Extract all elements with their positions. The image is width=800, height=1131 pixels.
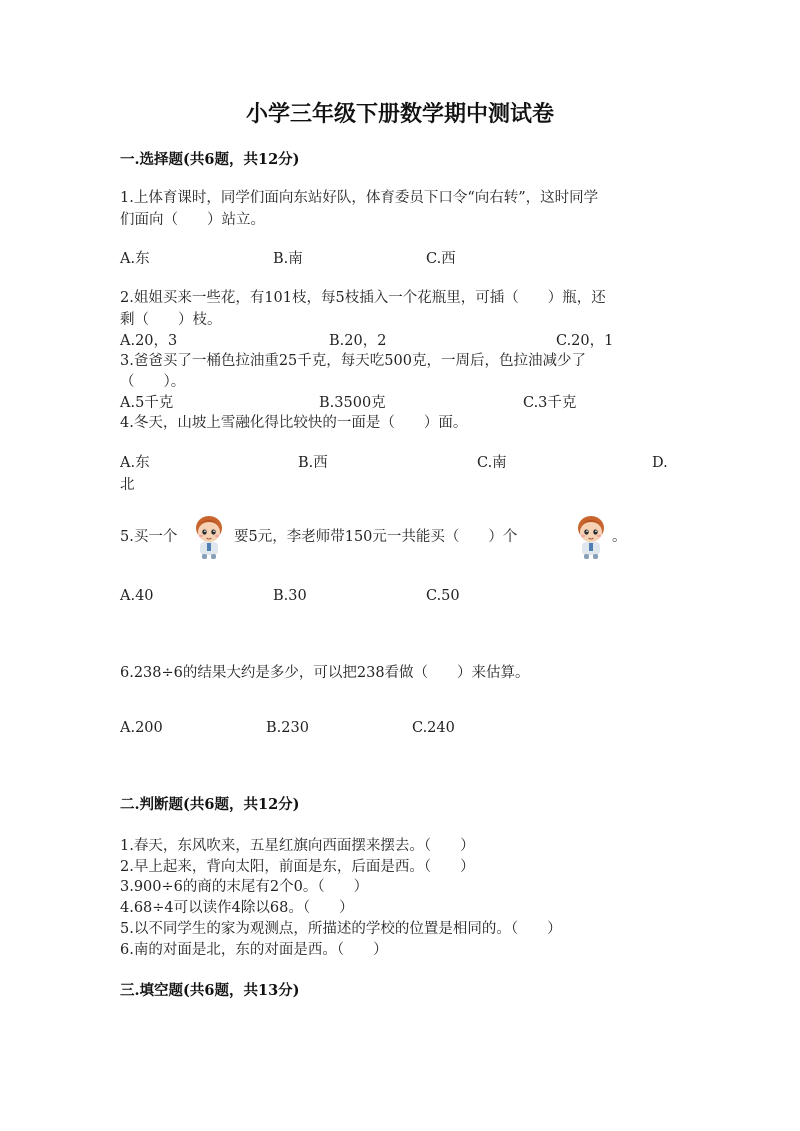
cartoon-boy-icon bbox=[190, 512, 228, 560]
question-6-line-1: 6.238÷6的结果大约是多少，可以把238看做（ ）来估算。 bbox=[120, 665, 530, 681]
question-3-line-2: （ ）。 bbox=[120, 374, 186, 390]
question-5-part-1: 5.买一个 bbox=[120, 529, 178, 545]
judgement-item: 3.900÷6的商的末尾有2个0。（ ） bbox=[120, 879, 369, 895]
question-2-line-2: 剩（ ）枝。 bbox=[120, 312, 222, 328]
question-1-option-b: B.南 bbox=[273, 251, 303, 267]
cartoon-boy-icon bbox=[572, 512, 610, 560]
question-3-line-1: 3.爸爸买了一桶色拉油重25千克，每天吃500克，一周后，色拉油减少了 bbox=[120, 353, 586, 369]
question-4-line-1: 4.冬天，山坡上雪融化得比较快的一面是（ ）面。 bbox=[120, 415, 468, 431]
judgement-item: 4.68÷4可以读作4除以68。（ ） bbox=[120, 900, 354, 916]
question-5-option-b: B.30 bbox=[273, 588, 307, 604]
question-3-option-a: A.5千克 bbox=[120, 395, 174, 411]
question-1-line-1: 1.上体育课时，同学们面向东站好队，体育委员下口令“向右转”，这时同学 bbox=[120, 190, 599, 206]
judgement-item: 5.以不同学生的家为观测点，所描述的学校的位置是相同的。（ ） bbox=[120, 921, 562, 937]
judgement-item: 1.春天，东风吹来，五星红旗向西面摆来摆去。（ ） bbox=[120, 838, 475, 854]
question-3-option-c: C.3千克 bbox=[523, 395, 577, 411]
question-1-option-a: A.东 bbox=[120, 251, 150, 267]
question-2-option-a: A.20，3 bbox=[120, 333, 178, 349]
question-4-option-c: C.南 bbox=[477, 455, 507, 471]
question-2-line-1: 2.姐姐买来一些花，有101枝，每5枝插入一个花瓶里，可插（ ）瓶，还 bbox=[120, 290, 606, 306]
question-4-option-b: B.西 bbox=[298, 455, 328, 471]
question-5-option-a: A.40 bbox=[120, 588, 154, 604]
question-5-part-2: 要5元，李老师带150元一共能买（ ）个 bbox=[234, 529, 518, 545]
question-5-part-3: 。 bbox=[612, 529, 627, 545]
question-2-option-c: C.20，1 bbox=[556, 333, 614, 349]
section-heading-choice: 一.选择题(共6题，共12分) bbox=[120, 151, 300, 168]
page-title: 小学三年级下册数学期中测试卷 bbox=[245, 101, 554, 127]
question-6-option-c: C.240 bbox=[412, 720, 455, 736]
section-heading-judgement: 二.判断题(共6题，共12分) bbox=[120, 796, 300, 813]
question-4-option-a: A.东 bbox=[120, 455, 150, 471]
section-heading-fill-blank: 三.填空题(共6题，共13分) bbox=[120, 982, 300, 999]
judgement-item: 2.早上起来，背向太阳，前面是东，后面是西。（ ） bbox=[120, 859, 475, 875]
question-4-option-d-cont: 北 bbox=[120, 477, 135, 493]
question-1-line-2: 们面向（ ）站立。 bbox=[120, 212, 265, 228]
question-1-option-c: C.西 bbox=[426, 251, 456, 267]
question-3-option-b: B.3500克 bbox=[319, 395, 386, 411]
question-2-option-b: B.20，2 bbox=[329, 333, 387, 349]
question-6-option-a: A.200 bbox=[120, 720, 163, 736]
judgement-item: 6.南的对面是北，东的对面是西。（ ） bbox=[120, 942, 388, 958]
question-4-option-d: D. bbox=[652, 455, 668, 471]
question-5-option-c: C.50 bbox=[426, 588, 460, 604]
question-6-option-b: B.230 bbox=[266, 720, 309, 736]
